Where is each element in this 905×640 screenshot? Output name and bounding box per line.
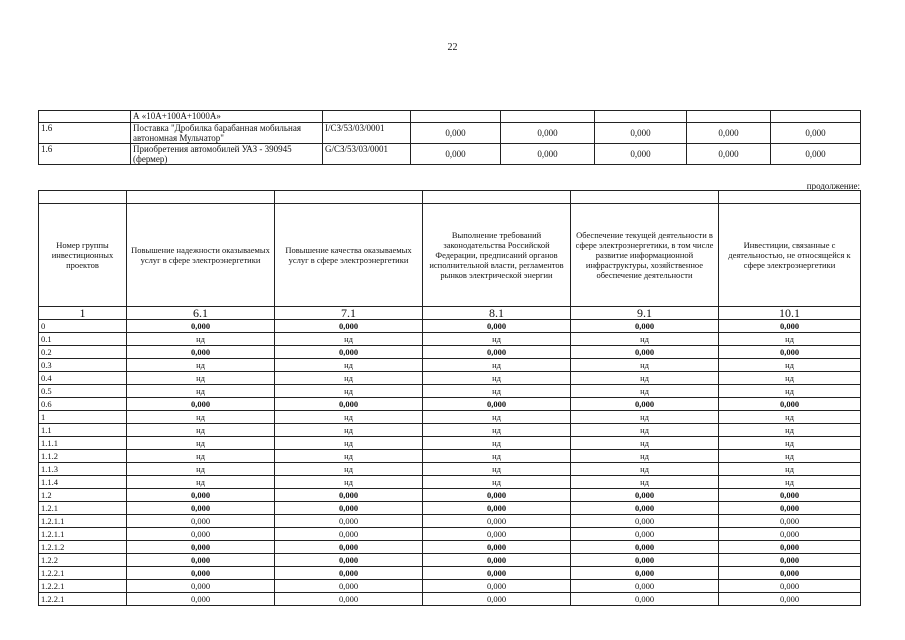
cell-value: нд: [571, 385, 719, 398]
cell-value: нд: [719, 385, 861, 398]
table-row: [39, 346, 861, 359]
cell-value: 0,000: [275, 320, 423, 333]
cell-value: нд: [127, 450, 275, 463]
group-code: 0.2: [39, 346, 127, 359]
cell-value: 0,000: [275, 398, 423, 411]
cell-value: 0,000: [127, 515, 275, 528]
cell-value: нд: [571, 476, 719, 489]
cell-value: 0,000: [571, 554, 719, 567]
cell-value: нд: [719, 437, 861, 450]
cell-value: нд: [423, 411, 571, 424]
cell-value: 0,000: [719, 541, 861, 554]
group-code: 0.5: [39, 385, 127, 398]
cell-value: 0,000: [571, 398, 719, 411]
header-spacer-row: [39, 191, 861, 204]
project-row: [39, 111, 861, 123]
project-code: [323, 111, 411, 123]
table-row: [39, 359, 861, 372]
cell-value: нд: [423, 385, 571, 398]
project-value: [595, 111, 687, 123]
cell-value: нд: [719, 450, 861, 463]
cell-value: 0,000: [719, 320, 861, 333]
cell-value: 0,000: [275, 567, 423, 580]
cell-value: нд: [719, 463, 861, 476]
group-code: 1.1.3: [39, 463, 127, 476]
cell-value: 0,000: [571, 567, 719, 580]
cell-value: нд: [571, 463, 719, 476]
project-value: 0,000: [687, 144, 771, 165]
cell-value: нд: [423, 359, 571, 372]
cell-value: нд: [571, 333, 719, 346]
header-non-energy-investments: Инвестиции, связанные с деятельностью, не относящейся к сфере электроэнергетики: [719, 204, 861, 307]
cell-value: 0,000: [423, 489, 571, 502]
cell-value: 0,000: [423, 567, 571, 580]
cell-value: нд: [423, 450, 571, 463]
cell-value: нд: [275, 463, 423, 476]
cell-value: 0,000: [719, 515, 861, 528]
group-code: 1.2.2.1: [39, 580, 127, 593]
cell-value: нд: [127, 463, 275, 476]
group-code: 1.1.4: [39, 476, 127, 489]
group-code: 0.1: [39, 333, 127, 346]
cell-value: нд: [423, 463, 571, 476]
project-value: 0,000: [687, 123, 771, 144]
column-number: 10.1: [719, 307, 861, 320]
cell-value: 0,000: [275, 593, 423, 606]
cell-value: 0,000: [423, 528, 571, 541]
group-code: 0: [39, 320, 127, 333]
group-code: 1.1.2: [39, 450, 127, 463]
cell-value: нд: [127, 437, 275, 450]
project-value: 0,000: [411, 144, 501, 165]
project-row: [39, 144, 861, 165]
cell-value: нд: [423, 372, 571, 385]
project-number: 1.6: [39, 144, 131, 165]
group-code: 1.1: [39, 424, 127, 437]
cell-value: 0,000: [127, 502, 275, 515]
cell-value: нд: [275, 372, 423, 385]
group-code: 1.2.1.2: [39, 541, 127, 554]
cell-value: нд: [571, 424, 719, 437]
group-code: 0.6: [39, 398, 127, 411]
table-row: [39, 424, 861, 437]
project-code: G/СЗ/53/03/0001: [323, 144, 411, 165]
group-code: 1.2.2: [39, 554, 127, 567]
table-row: [39, 320, 861, 333]
cell-value: 0,000: [275, 528, 423, 541]
cell-value: 0,000: [571, 346, 719, 359]
table-row: [39, 398, 861, 411]
project-name: Поставка "Дробилка барабанная мобильная автономная Мульчатор": [131, 123, 323, 144]
table-row: [39, 541, 861, 554]
cell-value: нд: [127, 359, 275, 372]
cell-value: нд: [571, 372, 719, 385]
cell-value: нд: [719, 333, 861, 346]
cell-value: нд: [127, 372, 275, 385]
cell-value: нд: [127, 333, 275, 346]
cell-value: нд: [127, 385, 275, 398]
table-row: [39, 593, 861, 606]
table-row: [39, 333, 861, 346]
project-value: [411, 111, 501, 123]
cell-value: 0,000: [127, 593, 275, 606]
group-code: 1.2.2.1: [39, 593, 127, 606]
investment-groups-table: [38, 190, 861, 606]
cell-value: нд: [719, 424, 861, 437]
project-value: 0,000: [595, 144, 687, 165]
group-code: 1.1.1: [39, 437, 127, 450]
column-number-row: [39, 307, 861, 320]
table-row: [39, 450, 861, 463]
table-row: [39, 463, 861, 476]
cell-value: 0,000: [719, 554, 861, 567]
cell-value: 0,000: [127, 320, 275, 333]
project-number: [39, 111, 131, 123]
cell-value: нд: [719, 372, 861, 385]
cell-value: нд: [571, 450, 719, 463]
header-reliability: Повышение надежности оказываемых услуг в сфере электроэнергетики: [127, 204, 275, 307]
cell-value: 0,000: [423, 554, 571, 567]
cell-value: 0,000: [127, 528, 275, 541]
cell-value: 0,000: [275, 515, 423, 528]
table-row: [39, 476, 861, 489]
cell-value: 0,000: [423, 320, 571, 333]
cell-value: 0,000: [423, 580, 571, 593]
cell-value: 0,000: [571, 502, 719, 515]
group-code: 1.2.2.1: [39, 567, 127, 580]
group-code: 1.2.1.1: [39, 515, 127, 528]
cell-value: нд: [275, 359, 423, 372]
cell-value: 0,000: [275, 554, 423, 567]
project-value: 0,000: [771, 123, 861, 144]
header-row: [39, 204, 861, 307]
project-value: [687, 111, 771, 123]
cell-value: 0,000: [127, 489, 275, 502]
table-row: [39, 372, 861, 385]
column-number: 8.1: [423, 307, 571, 320]
cell-value: 0,000: [127, 580, 275, 593]
cell-value: 0,000: [275, 489, 423, 502]
cell-value: нд: [275, 385, 423, 398]
cell-value: нд: [423, 424, 571, 437]
table-row: [39, 411, 861, 424]
cell-value: нд: [127, 424, 275, 437]
table-row: [39, 554, 861, 567]
table-row: [39, 528, 861, 541]
cell-value: 0,000: [275, 541, 423, 554]
project-row: [39, 123, 861, 144]
cell-value: 0,000: [571, 320, 719, 333]
group-code: 0.3: [39, 359, 127, 372]
cell-value: нд: [275, 424, 423, 437]
cell-value: 0,000: [571, 593, 719, 606]
header-current-activity: Обеспечение текущей деятельности в сфере электроэнергетики, в том числе развитие информационной инфраструктуры, хозяйственное обеспечение деятельности: [571, 204, 719, 307]
project-value: [501, 111, 595, 123]
table-row: [39, 385, 861, 398]
cell-value: 0,000: [719, 580, 861, 593]
header-quality: Повышение качества оказываемых услуг в сфере электроэнергетики: [275, 204, 423, 307]
cell-value: 0,000: [571, 580, 719, 593]
cell-value: нд: [571, 359, 719, 372]
table-row: [39, 437, 861, 450]
project-list-table: [38, 110, 861, 165]
table-row: [39, 489, 861, 502]
cell-value: 0,000: [719, 528, 861, 541]
header-legal-requirements: Выполнение требований законодательства Российской Федерации, предписаний органов исполнительной власти, регламентов рынков электрической энергии: [423, 204, 571, 307]
cell-value: 0,000: [719, 593, 861, 606]
cell-value: нд: [275, 411, 423, 424]
group-code: 1.2.1.1: [39, 528, 127, 541]
group-code: 1.2: [39, 489, 127, 502]
cell-value: нд: [275, 476, 423, 489]
project-value: 0,000: [411, 123, 501, 144]
cell-value: 0,000: [275, 346, 423, 359]
cell-value: 0,000: [275, 502, 423, 515]
cell-value: нд: [423, 437, 571, 450]
group-code: 0.4: [39, 372, 127, 385]
cell-value: 0,000: [571, 489, 719, 502]
cell-value: 0,000: [571, 541, 719, 554]
table-row: [39, 502, 861, 515]
cell-value: 0,000: [127, 346, 275, 359]
project-code: I/СЗ/53/03/0001: [323, 123, 411, 144]
project-name: А «10А+100А+1000А»: [131, 111, 323, 123]
cell-value: 0,000: [423, 593, 571, 606]
column-number: 1: [39, 307, 127, 320]
cell-value: 0,000: [127, 541, 275, 554]
project-value: 0,000: [501, 144, 595, 165]
cell-value: 0,000: [423, 541, 571, 554]
continuation-label: продолжение:: [806, 181, 860, 191]
project-value: 0,000: [595, 123, 687, 144]
table-row: [39, 580, 861, 593]
cell-value: 0,000: [571, 528, 719, 541]
cell-value: нд: [571, 437, 719, 450]
cell-value: нд: [571, 411, 719, 424]
cell-value: нд: [275, 333, 423, 346]
cell-value: 0,000: [719, 567, 861, 580]
cell-value: 0,000: [423, 515, 571, 528]
project-value: 0,000: [501, 123, 595, 144]
cell-value: 0,000: [127, 554, 275, 567]
column-number: 7.1: [275, 307, 423, 320]
cell-value: нд: [423, 476, 571, 489]
cell-value: нд: [719, 476, 861, 489]
group-code: 1.2.1: [39, 502, 127, 515]
cell-value: 0,000: [423, 346, 571, 359]
cell-value: нд: [719, 411, 861, 424]
project-value: [771, 111, 861, 123]
project-number: 1.6: [39, 123, 131, 144]
page-number: 22: [447, 42, 458, 53]
cell-value: нд: [127, 411, 275, 424]
cell-value: 0,000: [719, 346, 861, 359]
cell-value: 0,000: [719, 502, 861, 515]
header-group-number: Номер группы инвестиционных проектов: [39, 204, 127, 307]
cell-value: 0,000: [275, 580, 423, 593]
cell-value: 0,000: [719, 489, 861, 502]
table-row: [39, 567, 861, 580]
project-value: 0,000: [771, 144, 861, 165]
cell-value: 0,000: [423, 502, 571, 515]
cell-value: нд: [719, 359, 861, 372]
column-number: 6.1: [127, 307, 275, 320]
cell-value: 0,000: [127, 398, 275, 411]
cell-value: 0,000: [423, 398, 571, 411]
cell-value: 0,000: [127, 567, 275, 580]
cell-value: 0,000: [571, 515, 719, 528]
cell-value: нд: [275, 437, 423, 450]
group-code: 1: [39, 411, 127, 424]
cell-value: нд: [423, 333, 571, 346]
cell-value: нд: [127, 476, 275, 489]
project-name: Приобретения автомобилей УАЗ - 390945 (фермер): [131, 144, 323, 165]
table-row: [39, 515, 861, 528]
cell-value: 0,000: [719, 398, 861, 411]
column-number: 9.1: [571, 307, 719, 320]
cell-value: нд: [275, 450, 423, 463]
